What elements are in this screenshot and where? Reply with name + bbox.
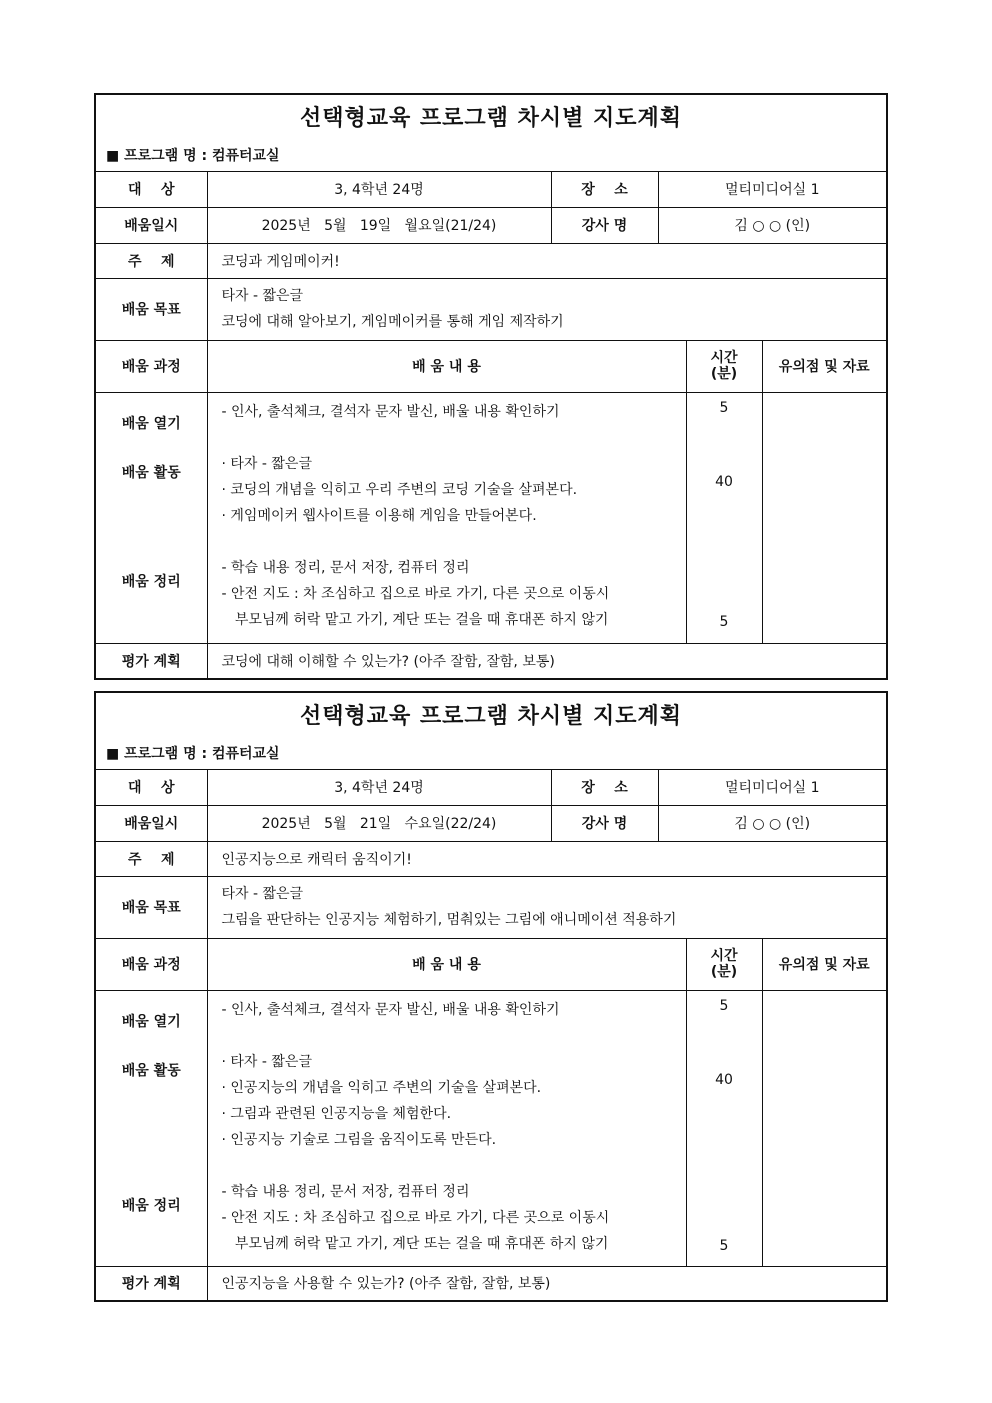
target-label: 대 상 [96, 770, 207, 805]
content-line: · 인공지능의 개념을 익히고 주변의 기술을 살펴본다. [221, 1079, 542, 1096]
content-line: · 타자 - 짧은글 [221, 1053, 312, 1070]
content-line: - 학습 내용 정리, 문서 저장, 컴퓨터 정리 [221, 559, 470, 576]
goal-line: 그림을 판단하는 인공지능 체험하기, 멈춰있는 그림에 애니메이션 적용하기 [221, 912, 677, 928]
time-label [686, 340, 762, 392]
content-body [207, 990, 686, 1266]
teacher-label: 강사 명 [551, 805, 658, 841]
stage-activity: 배움 활동 [121, 464, 181, 481]
place-value: 멀티미디어실 1 [658, 172, 886, 207]
topic-label: 주 제 [96, 243, 207, 278]
content-line: - 안전 지도 : 차 조심하고 집으로 바로 가기, 다른 곳으로 이동시 [221, 585, 610, 602]
time-activity: 40 [715, 473, 733, 490]
plan-header [96, 95, 886, 172]
lesson-plan-1 [94, 93, 888, 680]
content-line: · 인공지능 기술로 그림을 움직이도록 만든다. [221, 1131, 497, 1148]
notes-body [762, 392, 886, 643]
topic-value: 코딩과 게임메이커! [207, 243, 886, 278]
time-label [686, 938, 762, 990]
date-value: 2025년 5월 19일 월요일(21/24) [207, 207, 551, 243]
plan-table [96, 770, 886, 1300]
goal-label: 배움 목표 [96, 278, 207, 340]
content-line [222, 425, 686, 451]
stage-close: 배움 정리 [121, 573, 181, 590]
time-column [686, 392, 762, 643]
notes-body [762, 990, 886, 1266]
teacher-value: 김 ○ ○ (인) [658, 207, 886, 243]
evaluation-value: 인공지능을 사용할 수 있는가? (아주 잘함, 잘함, 보통) [207, 1266, 886, 1300]
content-line: · 그림과 관련된 인공지능을 체험한다. [221, 1105, 452, 1122]
content-line: - 안전 지도 : 차 조심하고 집으로 바로 가기, 다른 곳으로 이동시 [221, 1209, 610, 1226]
stage-open: 배움 열기 [121, 415, 181, 432]
time-open: 5 [719, 997, 729, 1014]
stage-open: 배움 열기 [121, 1013, 181, 1030]
target-value: 3, 4학년 24명 [207, 770, 551, 805]
date-label: 배움일시 [96, 207, 207, 243]
content-line: · 코딩의 개념을 익히고 우리 주변의 코딩 기술을 살펴본다. [221, 481, 578, 498]
plan-header [96, 693, 886, 770]
time-column [686, 990, 762, 1266]
process-label: 배움 과정 [96, 340, 207, 392]
goal-value [207, 876, 886, 938]
notes-label: 유의점 및 자료 [762, 938, 886, 990]
content-line: 부모님께 허락 맡고 가기, 계단 또는 걸을 때 휴대폰 하지 않기 [221, 1235, 609, 1252]
goal-line: 타자 - 짧은글 [221, 288, 304, 304]
content-line: - 학습 내용 정리, 문서 저장, 컴퓨터 정리 [221, 1183, 470, 1200]
goal-line: 코딩에 대해 알아보기, 게임메이커를 통해 게임 제작하기 [221, 314, 564, 330]
program-name: ■ 프로그램 명 : 컴퓨터교실 [106, 746, 280, 762]
content-line: 부모님께 허락 맡고 가기, 계단 또는 걸을 때 휴대폰 하지 않기 [221, 611, 609, 628]
content-line: - 인사, 출석체크, 결석자 문자 발신, 배울 내용 확인하기 [221, 403, 560, 420]
content-line: · 타자 - 짧은글 [221, 455, 312, 472]
teacher-label: 강사 명 [551, 207, 658, 243]
place-value: 멀티미디어실 1 [658, 770, 886, 805]
program-name: ■ 프로그램 명 : 컴퓨터교실 [106, 148, 280, 164]
stage-activity: 배움 활동 [121, 1062, 181, 1079]
evaluation-label: 평가 계획 [96, 643, 207, 678]
content-line [222, 529, 686, 555]
topic-label: 주 제 [96, 841, 207, 876]
content-line [222, 1023, 686, 1049]
content-line [222, 1153, 686, 1179]
time-activity: 40 [715, 1071, 733, 1088]
content-label: 배 움 내 용 [207, 340, 686, 392]
content-body [207, 392, 686, 643]
goal-line: 타자 - 짧은글 [221, 886, 304, 902]
plan-title: 선택형교육 프로그램 차시별 지도계획 [299, 106, 682, 131]
stage-column [96, 392, 207, 643]
process-label: 배움 과정 [96, 938, 207, 990]
place-label: 장 소 [551, 770, 658, 805]
content-label: 배 움 내 용 [207, 938, 686, 990]
goal-label: 배움 목표 [96, 876, 207, 938]
target-value: 3, 4학년 24명 [207, 172, 551, 207]
plan-title: 선택형교육 프로그램 차시별 지도계획 [299, 704, 682, 729]
time-close: 5 [719, 613, 729, 630]
time-close: 5 [719, 1237, 729, 1254]
topic-value: 인공지능으로 캐릭터 움직이기! [207, 841, 886, 876]
evaluation-value: 코딩에 대해 이해할 수 있는가? (아주 잘함, 잘함, 보통) [207, 643, 886, 678]
place-label: 장 소 [551, 172, 658, 207]
content-line: · 게임메이커 웹사이트를 이용해 게임을 만들어본다. [221, 507, 537, 524]
goal-value [207, 278, 886, 340]
target-label: 대 상 [96, 172, 207, 207]
stage-column [96, 990, 207, 1266]
date-value: 2025년 5월 21일 수요일(22/24) [207, 805, 551, 841]
evaluation-label: 평가 계획 [96, 1266, 207, 1300]
plan-table [96, 172, 886, 678]
notes-label: 유의점 및 자료 [762, 340, 886, 392]
time-label-text: 시간(분) [710, 948, 738, 980]
teacher-value: 김 ○ ○ (인) [658, 805, 886, 841]
content-line: - 인사, 출석체크, 결석자 문자 발신, 배울 내용 확인하기 [221, 1001, 560, 1018]
stage-close: 배움 정리 [121, 1197, 181, 1214]
time-open: 5 [719, 399, 729, 416]
time-label-text: 시간(분) [710, 350, 738, 382]
lesson-plan-2 [94, 691, 888, 1302]
date-label: 배움일시 [96, 805, 207, 841]
